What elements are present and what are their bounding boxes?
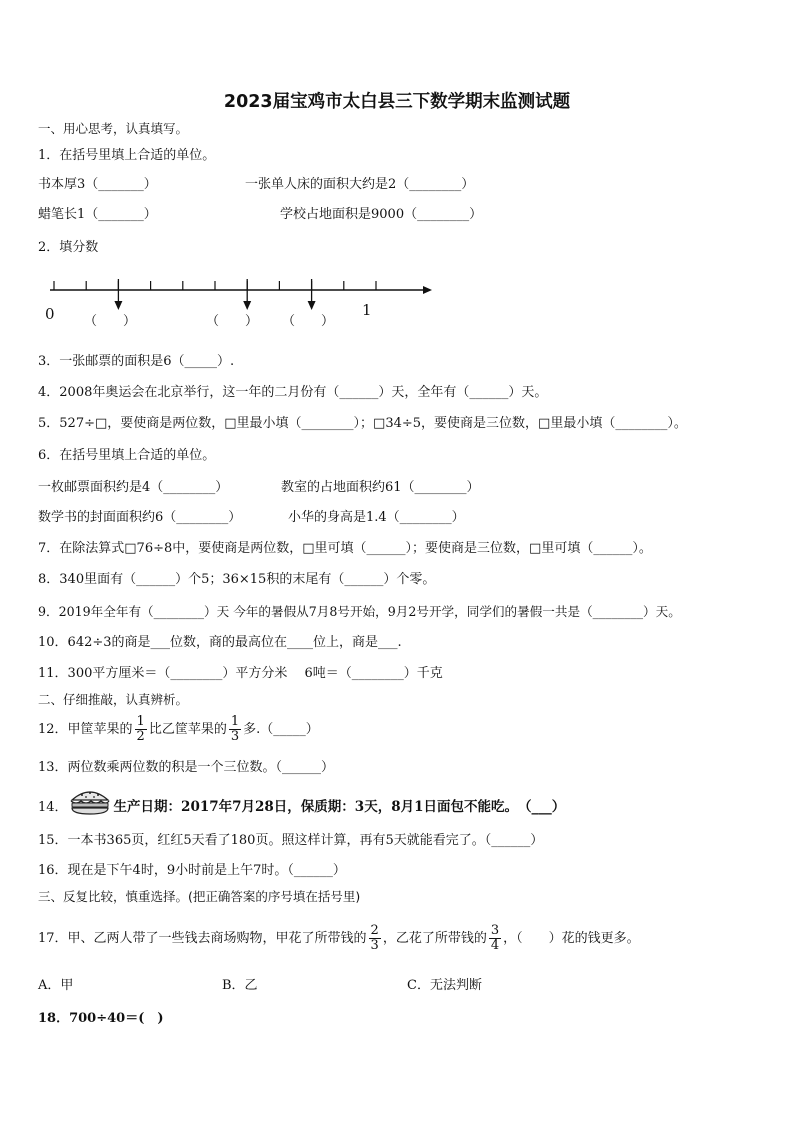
bread-icon [68,788,112,827]
question-8: 8．340里面有（______）个5；36×15积的末尾有（______）个零。 [38,572,436,587]
question-12-text-end: 多.（_____） [243,722,319,737]
question-17-option-a: A．甲 [38,978,74,993]
question-17-text-middle: ，乙花了所带钱的 [382,931,487,946]
question-14-text: 生产日期：2017年7月28日，保质期：3天，8月1日面包不能吃。 （___） [113,799,566,815]
number-line-one-label: 1 [362,301,372,319]
fraction-numerator: 2 [370,923,379,938]
question-1-stem: 1．在括号里填上合适的单位。 [38,148,216,163]
question-17-option-c: C．无法判断 [407,978,482,993]
fraction-denominator: 3 [230,729,240,744]
fraction-one-half [135,715,147,744]
fraction-denominator: 4 [490,938,500,953]
question-4: 4．2008年奥运会在北京举行，这一年的二月份有（______）天，全年有（______）天。 [38,385,548,400]
section-3-heading: 三、反复比较，慎重选择。(把正确答案的序号填在括号里) [38,889,361,904]
question-6-item-b: 教室的占地面积约61（________） [281,480,480,495]
question-1-item-a: 书本厚3（_______） [38,177,157,192]
section-2-heading: 二、仔细推敲，认真辨析。 [38,692,189,707]
question-1-item-d: 学校占地面积是9000（________） [280,207,483,222]
page-title: 2023届宝鸡市太白县三下数学期末监测试题 [223,92,571,112]
number-line-zero-label: 0 [45,305,55,323]
question-5: 5．527÷□，要使商是两位数，□里最小填（________）；□34÷5，要使商是三位数，□里最小填（________）。 [38,416,687,431]
section-1-heading: 一、用心思考，认真填写。 [38,121,189,136]
question-10: 10．642÷3的商是___位数，商的最高位在____位上，商是___. [38,635,402,650]
question-12 [38,711,319,749]
question-2-stem: 2．填分数 [38,240,99,255]
question-1-item-b: 一张单人床的面积大约是2（________） [245,177,475,192]
question-3: 3．一张邮票的面积是6（_____）. [38,354,235,369]
answer-blank-1: （ ） [84,314,137,329]
question-12-text-middle: 比乙筐苹果的 [148,722,227,737]
question-7: 7．在除法算式□76÷8中，要使商是两位数，□里可填（______）；要使商是三位数，□里可填（______）。 [38,541,652,556]
number-line-arrow [308,279,316,310]
question-11: 11．300平方厘米＝（________）平方分米 6吨＝（________）千克 [38,666,443,681]
answer-blank-2: （ ） [206,314,259,329]
fraction-three-quarters [489,924,501,953]
question-14-number: 14． [38,800,68,815]
question-14 [38,788,565,827]
number-line-arrow [243,279,251,310]
question-6-item-c: 数学书的封面面积约6（________） [38,510,242,525]
fraction-numerator: 1 [136,714,145,729]
question-6-stem: 6．在括号里填上合适的单位。 [38,448,216,463]
fraction-denominator: 2 [136,729,145,744]
question-17-text-start: 17．甲、乙两人带了一些钱去商场购物，甲花了所带钱的 [38,931,367,946]
question-18: 18．700÷40＝( ) [38,1011,164,1026]
fraction-denominator: 3 [370,938,379,953]
question-1-item-c: 蜡笔长1（_______） [38,207,157,222]
answer-blank-3: （ ） [282,314,335,329]
number-line-arrow [114,279,122,310]
question-17-text-end: ，（ ）花的钱更多。 [503,931,640,946]
question-9: 9．2019年全年有（________）天 今年的暑假从7月8号开始，9月2号开学，同学们的暑假一共是（________）天。 [38,604,681,619]
question-15: 15．一本书365页，红红5天看了180页。照这样计算，再有5天就能看完了。（______） [38,833,544,848]
question-17-option-b: B．乙 [222,978,258,993]
question-13: 13．两位数乘两位数的积是一个三位数。（______） [38,760,335,775]
fraction-two-thirds [369,924,381,953]
question-17 [38,918,640,960]
question-16: 16．现在是下午4时，9小时前是上午7时。（______） [38,863,346,878]
question-6-item-a: 一枚邮票面积约是4（________） [38,480,229,495]
question-6-item-d: 小华的身高是1.4（________） [288,510,465,525]
fraction-numerator: 1 [230,714,240,729]
fraction-numerator: 3 [490,923,500,938]
question-12-text-start: 12．甲筐苹果的 [38,722,133,737]
fraction-one-third [229,715,241,744]
